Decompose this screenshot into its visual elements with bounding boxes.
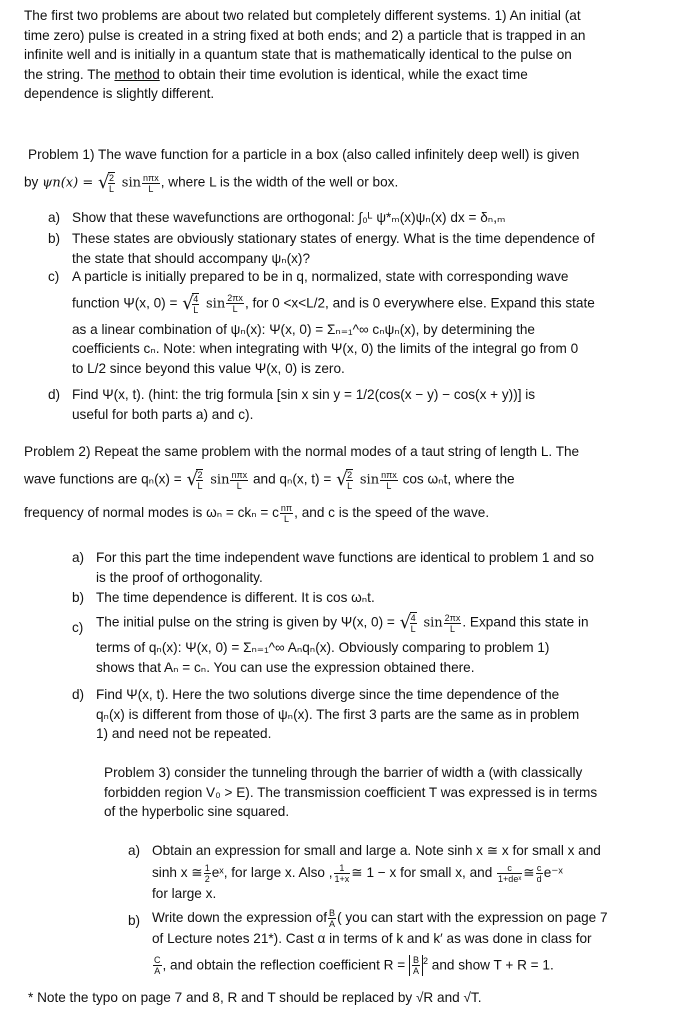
p2-item-a-label: a) [72,550,85,565]
intro-line-3: infinite well and is initially in a quantum state that is mathematically identical to the pulse on [24,47,572,63]
p3-item-b: Write down the expression of $\frac{B}{A}$ ( you can start with the expression on page 7 of Lecture notes 21*). Cast α in terms of k and k′ as was done in class for $\frac{C}{A}$ , and obtain the reflection coefficient R = $\frac{B}{A}$ $^2$ and show T + R = 1. [152,908,608,977]
sqrt-4-over-L: √ $\frac{4}{L}$ [183,293,200,315]
p1-item-a-label: a) [48,210,61,225]
frac-npix-L: $\frac{\text{nπx}}{L}$ [143,172,159,194]
intro-line-4: the string. The method to obtain their time evolution is identical, while the exact time [24,66,528,82]
method-link: method [114,66,160,82]
p3-item-a: Obtain an expression for small and large a. Note sinh x ≅ x for small x and sinh x ≅ $\frac{1}{2}$ eˣ, for large x. Also , $\frac{1}{1+x}$ ≅ 1 − x for small x, and $\frac{c}{\text{1+deˣ}}$ ≅ $\frac{c}{d}$ e⁻ˣ for large x. [152,843,601,901]
p2-item-a: For this part the time independent wave functions are identical to problem 1 and so is the proof of orthogonality. [96,550,594,585]
p1-item-c-label: c) [48,269,60,284]
problem-2-frequency: frequency of normal modes is ωₙ = ckₙ = c $\frac{n\pi}{L}$ , and c is the speed of the wave. [24,503,490,524]
p2-item-d: Find Ψ(x, t). Here the two solutions diverge since the time dependence of the qₙ(x) is different from those of ψₙ(x). The first 3 parts are the same as in problem 1) and need not be repeated. [96,687,580,742]
p2-item-b: The time dependence is different. It is cos ωₙt. [96,590,375,605]
intro-line-5: dependence is slightly different. [24,86,215,102]
intro-paragraph [24,6,674,104]
p1-item-a: Show that these wavefunctions are orthogonal: ∫₀ᴸ ψ*ₘ(x)ψₙ(x) dx = δₙ,ₘ [72,210,506,225]
sqrt-2-over-L: √ $\frac{2}{L}$ [99,172,116,194]
problem-2-wavefunctions: wave functions are qₙ(x) = √ $\frac{2}{L}$ sin $\frac{\text{nπx}}{L}$ and qₙ(x, t) = √ $\frac{2}{L}$ sin $\frac{\text{nπx}}{L}$ cos ωₙt, where the [24,469,515,491]
p1-item-c: A particle is initially prepared to be in q, normalized, state with corresponding wave function Ψ(x, 0) = √ $\frac{4}{L}$ sin $\frac{2\pi x}{L}$ , for 0 <x<L/2, and is 0 everywhere else. Expand this state as a linear combination of ψₙ(x): Ψ(x, 0) = Σₙ₌₁^∞ cₙψₙ(x), by determining the coefficients cₙ. Note: when integrating with Ψ(x, 0) the limits of the integral go from 0 to L/2 since beyond this value Ψ(x, 0) is zero. [72,267,672,378]
footnote: * Note the typo on page 7 and 8, R and T should be replaced by √R and √T. [28,990,482,1005]
intro-line-2: time zero) pulse is created in a string fixed at both ends; and 2) a particle that is trapped in an [24,27,586,43]
p2-item-c-label: c) [72,620,84,635]
problem-1-heading: Problem 1) The wave function for a particle in a box (also called infinitely deep well) is given [28,147,580,162]
frac-2pix-L: $\frac{2\pi x}{L}$ [227,293,243,315]
p2-item-b-label: b) [72,590,85,605]
p1-item-d-label: d) [48,387,61,402]
p2-item-d-label: d) [72,687,85,702]
problem-1-definition: by ψn(x) = √ $\frac{2}{L}$ sin $\frac{\text{nπx}}{L}$ , where L is the width of the well or box. [24,172,398,194]
p3-item-a-label: a) [128,843,141,858]
problem-2-heading: Problem 2) Repeat the same problem with the normal modes of a taut string of length L. The [24,444,580,459]
p1-item-b-label: b) [48,231,61,246]
p1-item-d: Find Ψ(x, t). (hint: the trig formula [sin x sin y = 1/2(cos(x − y) − cos(x + y))] is useful for both parts a) and c). [72,387,536,422]
p3-item-b-label: b) [128,913,141,928]
p2-item-c: The initial pulse on the string is given by Ψ(x, 0) = √ $\frac{4}{L}$ sin $\frac{2\pi x}{L}$ . Expand this state in terms of qₙ(x): Ψ(x, 0) = Σₙ₌₁^∞ Aₙqₙ(x). Obviously comparing to problem 1) shows that Aₙ = cₙ. You can use the expression obtained there. [96,612,656,677]
problem-3-heading: Problem 3) consider the tunneling through the barrier of width a (with classically forbidden region V₀ > E). The transmission coefficient T was expressed is in terms of the hyperbolic sine squared. [104,765,598,820]
p1-item-b: These states are obviously stationary states of energy. What is the time dependence of the state that should accompany ψₙ(x)? [72,231,595,266]
intro-line-1: The first two problems are about two related but completely different systems. 1) An initial (at [24,8,581,23]
